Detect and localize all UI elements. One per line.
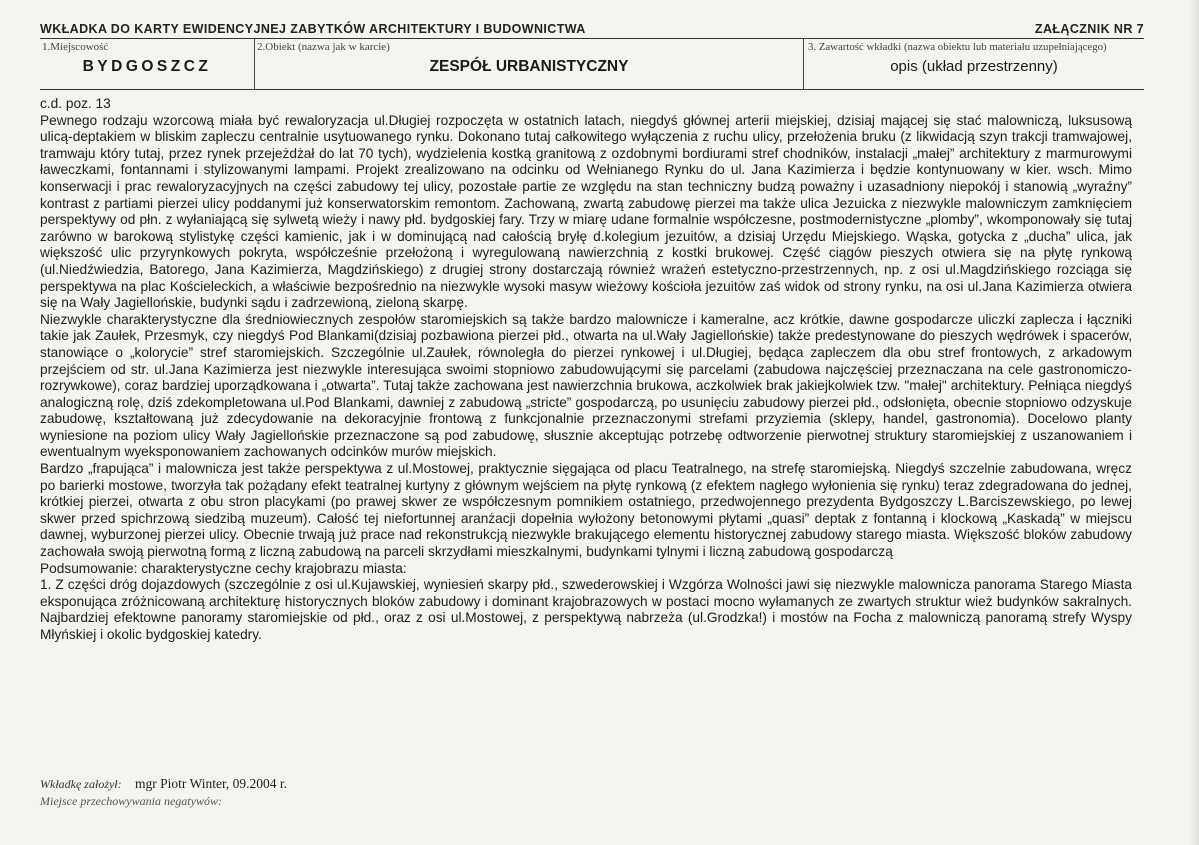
prepared-by xyxy=(40,776,287,792)
attachment-number: ZAŁĄCZNIK NR 7 xyxy=(1034,22,1144,36)
content-label: 3. Zawartość wkładki (nazwa obiektu lub materiału uzupełniającego) xyxy=(808,41,1107,53)
paragraph: Niezwykle charakterystyczne dla średniowiecznych zespołów staromiejskich są także bardzo malownicze i kameralne, acz krótkie, dawne gospodarcze uliczki zaplecza i łączniki takie jak Zaułek, Przesmyk, czy niegdyś Pod Blankami(dzisiaj pozbawiona pierzei płd., otwarta na ul.Wały Jagiellońskie) także predestynowane do pieszych wędrówek i spacerów, stanowiące o „kolorycie” stref staromiejskich. Szczególnie ul.Zaułek, równoległa do pierzei rynkowej i ul.Długiej, będąca zapleczem dla obu stref frontowych, z arkadowym przejściem od str. ul.Jana Kazimierza jest niezwykle interesująca swoimi stopniowo zabudowującymi się parcelami (zabudowa najczęściej przeznaczana na cele gastronomiczo-rozrywkowe), coraz bardziej uporządkowana i „otwarta”. Tutaj także zachowana jest nawierzchnia brukowa, aczkolwiek brak jakiejkolwiek tzw. "małej" architektury. Pełniąca niegdyś analogiczną rolę, dziś zdekompletowana ul.Pod Blankami, dawniej z zabudową „stricte” gospodarczą, po usunięciu zabudowy pierzei płd., odsłonięta, obecnie stopniowo odzyskuje zabudowę, kształtowaną już zdecydowanie na dekoracyjnie frontową z funkcjonalnie przeznaczonymi strefami przyziemia (sklepy, handel, gastronomia). Docelowo planty wyniesione na poziom ulicy Wały Jagiellońskie przeznaczone są pod zabudowę, słusznie akceptując potrzebę odtworzenie pierwotnej struktury staromiejskiej z uszanowaniem i ewentualnym wyeksponowaniem zachowanych odcinków murów miejskich. xyxy=(40,311,1132,460)
summary-heading: Podsumowanie: charakterystyczne cechy krajobrazu miasta: xyxy=(40,560,407,576)
prepared-by-label: Wkładkę założył: xyxy=(40,777,122,791)
object-cell xyxy=(255,39,804,89)
document-body xyxy=(40,96,1132,644)
object-value: ZESPÓŁ URBANISTYCZNY xyxy=(429,58,629,75)
object-label: 2.Obiekt (nazwa jak w karcie) xyxy=(257,41,390,53)
place-label: 1.Miejscowość xyxy=(42,41,109,53)
paragraph: Bardzo „frapująca” i malownicza jest także perspektywa z ul.Mostowej, praktycznie sięgająca od placu Teatralnego, na strefę staromiejską. Niegdyś szczelnie zabudowana, wręcz po barierki mostowe, tworzyła tak pożądany efekt teatralnej kurtyny z głównym wejściem na płytę rynkową (z efektem nagłego wyłonienia się rynku) teraz zdegradowana do jednej, krótkiej pierzei, otwarta z obu stron placykami (po prawej skwer ze współczesnym pomnikiem ostatniego, przedwojennego prezydenta Bydgoszczy L.Barciszewskiego, po lewej skwer przed spichrzową siedzibą muzeum). Całość tej niefortunnej aranżacji dopełnia wyłożony betonowymi płytami „quasi” deptak z fontanną i klockową „Kaskadą” w miejscu dawnej, wyburzonej pierzei ulicy. Obecnie trwają już prace nad rekonstrukcją niezwykle brakującego elementu historycznej zabudowy starego miasta. Większość bloków zabudowy zachowała swoją pierwotną formą z liczną zabudową na parceli skrzydłami mieszkalnymi, budynkami tylnymi i liczną zabudową gospodarczą xyxy=(40,461,1132,560)
content-value: opis (układ przestrzenny) xyxy=(890,58,1058,75)
negatives-storage-label: Miejsce przechowywania negatywów: xyxy=(40,794,222,808)
place-cell xyxy=(40,39,255,89)
prepared-by-value: mgr Piotr Winter, 09.2004 r. xyxy=(135,776,288,791)
scan-edge xyxy=(1189,0,1199,845)
paragraph: 1. Z części dróg dojazdowych (szczególnie z osi ul.Kujawskiej, wyniesień skarpy płd., szwederowskiej i Wzgórza Wolności jawi się niezwykle malownicza panorama Starego Miasta eksponująca zróżnicowaną architekturę historycznych bloków zabudowy i dominant krajobrazowych w postaci mocno wyłamanych ze zwartych struktur wież budynków sakralnych. Najbardziej efektowne panoramy staromiejskie od płd., oraz z osi ul.Mostowej, z perspektywą nabrzeża (ul.Grodzka!) i mostów na Focha z malowniczą panoramą strefy Wyspy Młyńskiej i okolic bydgoskiej katedry. xyxy=(40,577,1132,642)
paragraph: Pewnego rodzaju wzorcową miała być rewaloryzacja ul.Długiej rozpoczęta w ostatnich latach, niegdyś głównej arterii miejskiej, dzisiaj mającej się stać malowniczą, luksusową ulicą-deptakiem w bliskim zapleczu centralnie usytuowanego rynku. Dokonano tutaj całkowitego wyłączenia z ruchu ulicy, przełożenia bruku (z likwidacją szyn trakcji tramwajowej, tramwaju który tutaj, przez rynek przejeżdżał do lat 70 tych), wydzielenia kostką granitową z ozdobnymi bordiurami stref chodników, instalacji „małej” architektury z marmurowymi ławeczkami, fontannami i stylizowanymi lampami. Projekt zrealizowano na odcinku od Wełnianego Rynku do ul. Jana Kazimierza i będzie kontynuowany w kier. wsch. Mimo konserwacji i prac rewaloryzacyjnych na części zabudowy tej ulicy, pozostałe partie ze względu na stan techniczny budzą poważny i uzasadniony niepokój i stanowią „wyraźny” kontrast z partiami pierzei ulicy poddanymi już konserwatorskim remontom. Zachowaną, zwartą zabudowę pierzei ma także ulica Jezuicka z niezwykle malowniczym zamknięciem perspektywy od płn. z wyłaniającą się sylwetą wieży i nawy płd. bydgoskiej fary. Trzy w miarę udane formalnie współczesne, postmodernistyczne „plomby”, wkomponowały się tutaj zarówno w barokową stylistykę części kamienic, jak i w dominującą nad całością bryłę d.kolegium jezuitów, a dzisiaj Urzędu Miejskiego. Wąska, gotycka z „ducha” ulica, jak większość ulic przyrynkowych pokryta, współcześnie przełożoną i wyregulowaną nawierzchnią z kostki brukowej. Część ciągów pieszych otwiera się na płytę rynkową (ul.Niedźwiedzia, Batorego, Jana Kazimierza, Magdzińskiego) z drugiej strony dostarczają również wrażeń estetyczno-przestrzennych, np. z osi ul.Magdzińskiego rozciąga się perspektywa na plac Kościeleckich, a właściwie bezpośrednio na niezwykle wysoki masyw wieżowy kościoła jezuitów zaś widok od strony rynku, na osi ul.Jana Kazimierza otwiera się na Wały Jagiellońskie, budynki sądu i zadrzewioną, zieloną skarpę. xyxy=(40,112,1132,311)
content-cell xyxy=(804,39,1144,89)
place-value: BYDGOSZCZ xyxy=(82,58,212,75)
form-fields-table xyxy=(40,38,1144,90)
continuation-note: c.d. poz. 13 xyxy=(40,96,111,111)
form-title: WKŁADKA DO KARTY EWIDENCYJNEJ ZABYTKÓW ARCHITEKTURY I BUDOWNICTWA xyxy=(40,22,586,36)
